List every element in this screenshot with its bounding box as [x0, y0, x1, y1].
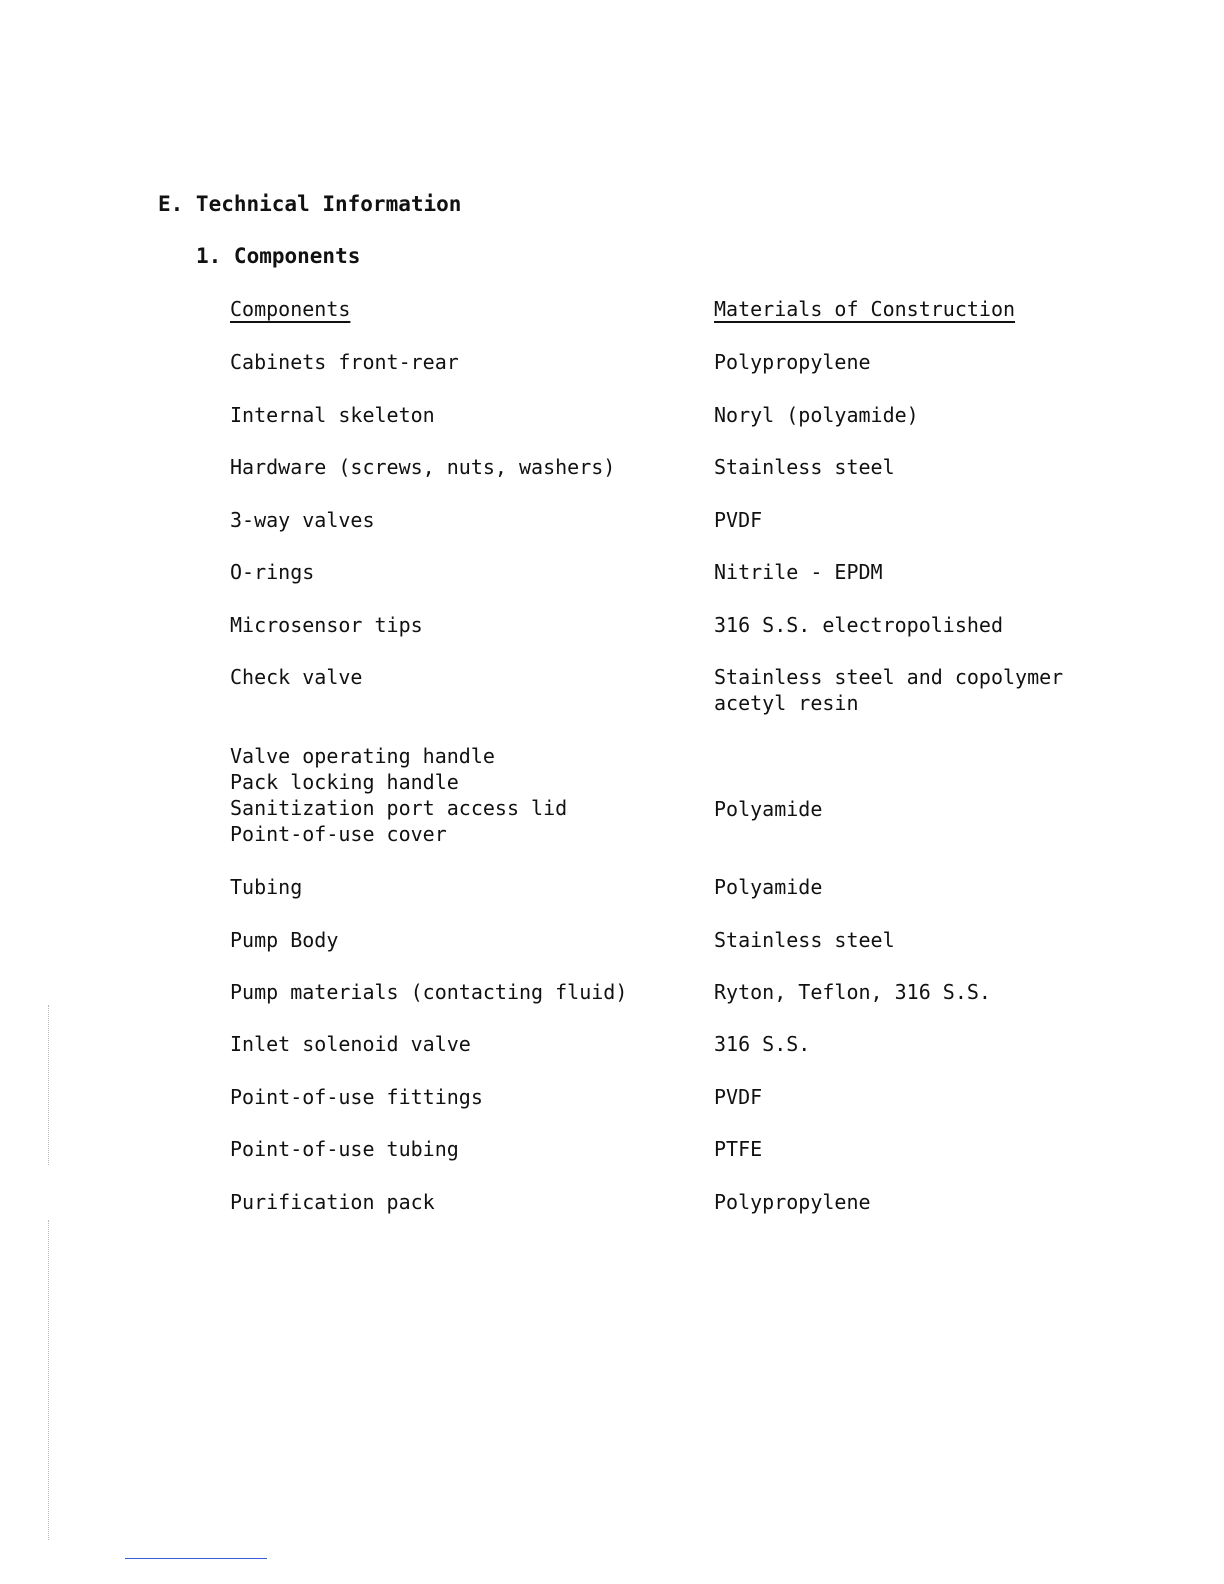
material-cell: Polypropylene: [714, 1190, 871, 1214]
component-cell: Tubing: [230, 875, 303, 899]
component-cell: Purification pack: [230, 1190, 435, 1214]
component-cell: Point-of-use tubing: [230, 1137, 459, 1161]
component-cell: Hardware (screws, nuts, washers): [230, 455, 616, 479]
material-cell: Polyamide: [714, 875, 823, 899]
component-cell: O-rings: [230, 560, 315, 584]
material-cell: Stainless steel and copolymer acetyl resin: [714, 665, 1064, 715]
material-cell: Stainless steel: [714, 455, 895, 479]
material-cell: Stainless steel: [714, 928, 895, 952]
component-cell: 3-way valves: [230, 508, 375, 532]
component-cell: Inlet solenoid valve: [230, 1032, 471, 1056]
section-heading: E. Technical Information: [158, 192, 462, 216]
material-cell: PVDF: [714, 1085, 763, 1109]
material-cell: Polypropylene: [714, 350, 871, 374]
material-cell: 316 S.S.: [714, 1032, 811, 1056]
component-cell: Point-of-use fittings: [230, 1085, 483, 1109]
component-cell: Pump Body: [230, 928, 339, 952]
component-cell: Cabinets front-rear: [230, 350, 459, 374]
component-cell: Internal skeleton: [230, 403, 435, 427]
material-cell: 316 S.S. electropolished: [714, 613, 1003, 637]
component-cell: Valve operating handle Pack locking handle Sanitization port access lid Point-of-use cover: [230, 744, 568, 846]
subsection-heading: 1. Components: [196, 244, 361, 268]
scan-margin-dots: [48, 1220, 50, 1540]
materials-column-header: Materials of Construction: [714, 297, 1016, 321]
material-cell: Noryl (polyamide): [714, 403, 919, 427]
component-cell: Microsensor tips: [230, 613, 423, 637]
material-cell: PTFE: [714, 1137, 763, 1161]
component-cell: Pump materials (contacting fluid): [230, 980, 628, 1004]
material-cell: Ryton, Teflon, 316 S.S.: [714, 980, 991, 1004]
component-cell: Check valve: [230, 665, 363, 689]
material-cell: Nitrile - EPDM: [714, 560, 883, 584]
footer-rule: [125, 1558, 267, 1559]
material-cell: PVDF: [714, 508, 763, 532]
components-column-header: Components: [230, 297, 351, 321]
material-cell: Polyamide: [714, 797, 823, 821]
scan-margin-dots: [48, 1005, 50, 1165]
